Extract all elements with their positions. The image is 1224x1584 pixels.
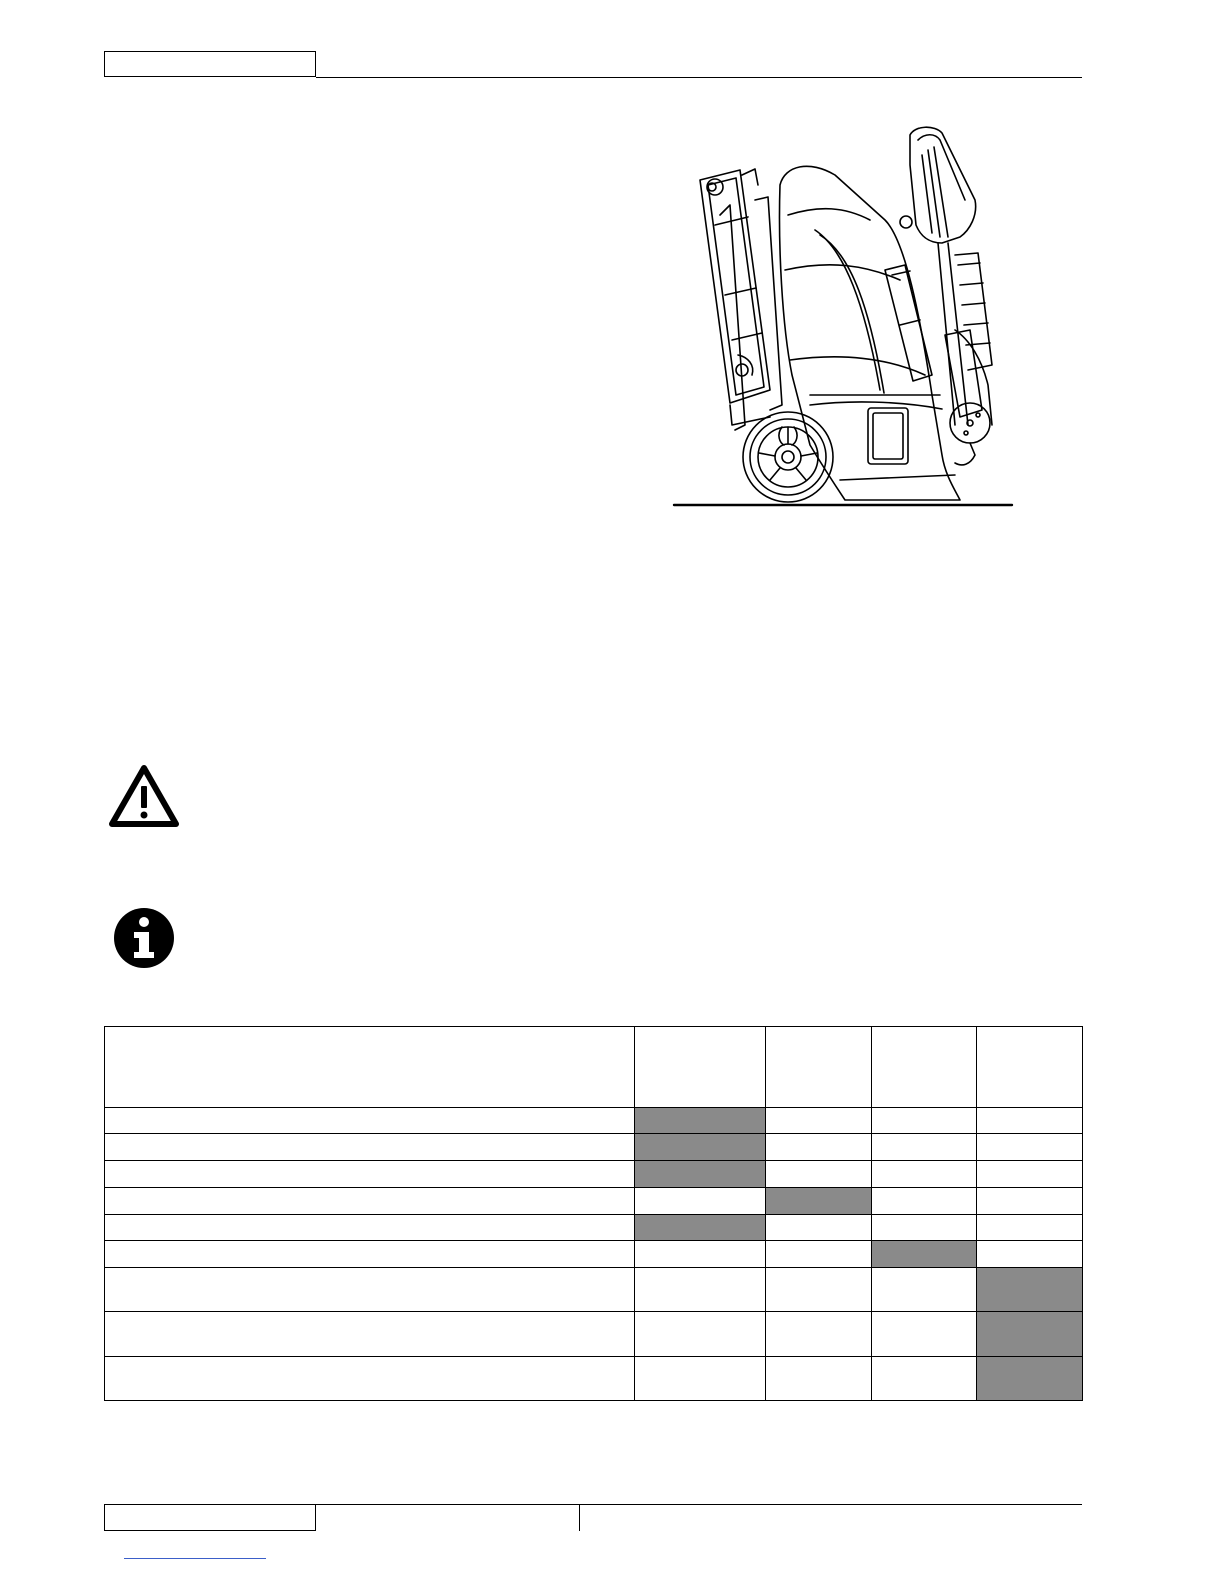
table-cell [977, 1188, 1083, 1215]
table-cell [635, 1188, 766, 1215]
table-cell [766, 1268, 872, 1312]
table-cell [635, 1268, 766, 1312]
table-row [105, 1357, 1083, 1401]
table-header-cell [872, 1027, 977, 1108]
table-cell-marked [766, 1188, 872, 1215]
table-cell-marked [977, 1357, 1083, 1401]
table-row-label [105, 1215, 635, 1241]
table-row-label [105, 1312, 635, 1357]
table-cell [766, 1241, 872, 1268]
table-cell-marked [635, 1161, 766, 1188]
header-box [104, 51, 316, 77]
table-cell [977, 1215, 1083, 1241]
table-cell-marked [635, 1215, 766, 1241]
machine-illustration [670, 125, 1016, 510]
table-cell [766, 1357, 872, 1401]
warning-triangle-icon [108, 764, 180, 828]
table-row [105, 1134, 1083, 1161]
table-cell [872, 1188, 977, 1215]
maintenance-table [104, 1026, 1083, 1401]
table-header-row [105, 1027, 1083, 1108]
table-cell-marked [977, 1312, 1083, 1357]
table-row-label [105, 1161, 635, 1188]
table-cell-marked [872, 1241, 977, 1268]
table-header-cell [635, 1027, 766, 1108]
header-rule [316, 77, 1082, 78]
table-row [105, 1241, 1083, 1268]
table-cell [766, 1161, 872, 1188]
table-cell [635, 1357, 766, 1401]
footer-rule [316, 1504, 1082, 1505]
wheel [743, 412, 833, 502]
table-cell [977, 1161, 1083, 1188]
table-cell [977, 1241, 1083, 1268]
table-header-cell [766, 1027, 872, 1108]
table-row [105, 1108, 1083, 1134]
table-row [105, 1215, 1083, 1241]
info-circle-icon [112, 906, 176, 970]
table-cell [766, 1312, 872, 1357]
table-row-label [105, 1357, 635, 1401]
table-row-label [105, 1108, 635, 1134]
table-row [105, 1188, 1083, 1215]
table-cell [872, 1357, 977, 1401]
table-header-cell [977, 1027, 1083, 1108]
table-cell [872, 1161, 977, 1188]
table-row-label [105, 1188, 635, 1215]
table-cell [872, 1268, 977, 1312]
table-cell [977, 1134, 1083, 1161]
table-cell [635, 1241, 766, 1268]
table-cell [766, 1108, 872, 1134]
footer-box [104, 1504, 316, 1531]
table-row [105, 1268, 1083, 1312]
table-row-label [105, 1268, 635, 1312]
table-cell [977, 1108, 1083, 1134]
footer-link[interactable] [124, 1558, 266, 1559]
table-cell [635, 1312, 766, 1357]
table-row [105, 1312, 1083, 1357]
table-cell [766, 1215, 872, 1241]
folded-frame [700, 169, 782, 430]
table-row-label [105, 1241, 635, 1268]
table-cell-marked [635, 1108, 766, 1134]
table-row-label [105, 1134, 635, 1161]
table-cell-marked [635, 1134, 766, 1161]
table-header-cell [105, 1027, 635, 1108]
table-cell [872, 1215, 977, 1241]
table-cell [872, 1312, 977, 1357]
footer-divider [579, 1504, 580, 1531]
table-cell [872, 1108, 977, 1134]
table-row [105, 1161, 1083, 1188]
table-cell [872, 1134, 977, 1161]
table-cell [766, 1134, 872, 1161]
table-cell-marked [977, 1268, 1083, 1312]
body-shell [780, 166, 961, 500]
